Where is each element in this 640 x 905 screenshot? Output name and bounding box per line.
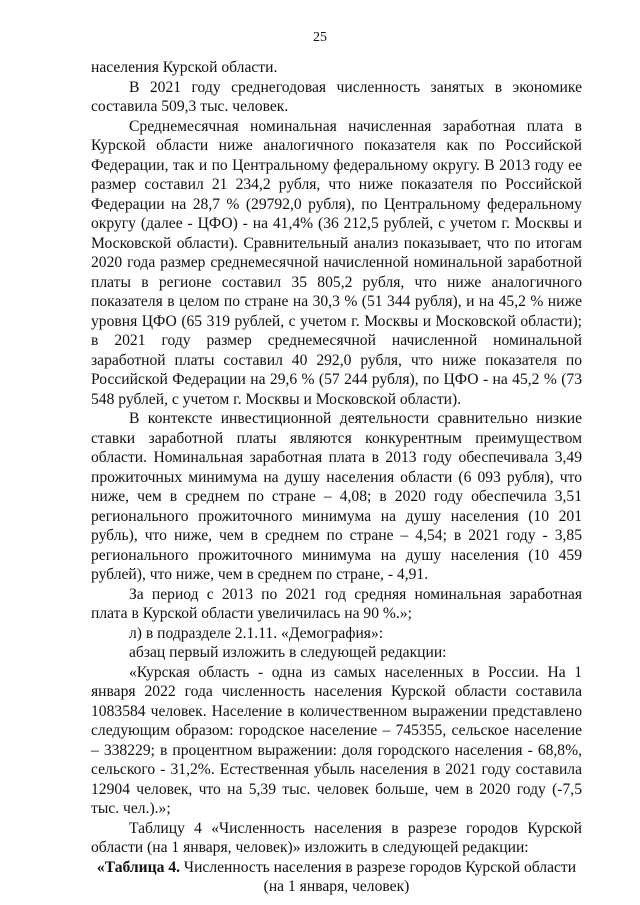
paragraph-population: «Курская область - одна из самых населенных в России. На 1 января 2022 года численность населения Курской области составила 1083584 человек. Население в количественном выражении представлено следующим образом: городское население – 745355, сельское население – 338229; в процентном выражении: доля городского населения - 68,8%, сельского - 31,2%. Естественная убыль населения в 2021 году составила 12904 человек, что на 5,39 тыс. человек больше, чем в 2020 году (-7,5 тыс. чел.).»; [91,663,582,817]
paragraph-table-instruction: Таблицу 4 «Численность населения в разрезе городов Курской области (на 1 января, человек)» изложить в следующей редакции: [91,819,582,856]
table-caption [91,858,582,897]
paragraph-wages: Среднемесячная номинальная начисленная заработная плата в Курской области ниже аналогичного показателя как по Российской Федерации, так и по Центральному федеральному округу. В 2013 году ее размер составил 21 234,2 рубля, что ниже показателя по Российской Федерации на 28,7 % (29792,0 рубля), по Центральному федеральному округу (далее - ЦФО) - на 41,4% (36 212,5 рублей, с учетом г. Москвы и Московской области). Сравнительный анализ показывает, что по итогам 2020 года размер среднемесячной начисленной номинальной заработной платы в регионе составил 35 805,2 рубля, что ниже аналогичного показателя в целом по стране на 30,3 % (51 344 рубля), и на 45,2 % ниже уровня ЦФО (65 319 рублей, с учетом г. Москвы и Московской области); в 2021 году размер среднемесячной начисленной номинальной заработной платы составил 40 292,0 рубля, что ниже показателя по Российской Федерации на 29,6 % (57 244 рубля), по ЦФО - на 45,2 % (73 548 рублей, с учетом г. Москвы и Московской области). [91,117,582,408]
paragraph-subsection-demography: л) в подразделе 2.1.11. «Демография»: [129,624,384,642]
paragraph-continuation: населения Курской области. [91,59,278,76]
table-caption-line-1 [91,858,582,878]
paragraph-investment: В контексте инвестиционной деятельности сравнительно низкие ставки заработной платы являются конкурентным преимуществом области. Номинальная заработная плата в 2013 году обеспечивала 3,49 прожиточных минимума на душу населения области (6 093 рубля), что ниже, чем в среднем по стране – 4,08; в 2020 году обеспечила 3,51 регионального прожиточного минимума на душу населения (10 201 рубль), что ниже, чем в среднем по стране – 4,54; в 2021 году - 3,85 регионального прожиточного минимума на душу населения (10 459 рублей), что ниже, чем в среднем по стране, - 4,91. [91,410,582,583]
document-body [91,58,582,897]
paragraph-first-paragraph-instruction: абзац первый изложить в следующей редакции: [129,644,447,661]
table-caption-line-2: (на 1 января, человек) [263,878,410,895]
paragraph-wage-growth: За период с 2013 по 2021 год средняя номинальная заработная плата в Курской области увеличилась на 90 %.»; [91,585,582,622]
paragraph-employment: В 2021 году среднегодовая численность занятых в экономике составила 509,3 тыс. человек. [91,78,582,115]
table-caption-label: «Таблица 4. [96,858,181,876]
page-number: 25 [313,30,327,45]
table-caption-title: Численность населения в разрезе городов Курской области [180,858,577,876]
